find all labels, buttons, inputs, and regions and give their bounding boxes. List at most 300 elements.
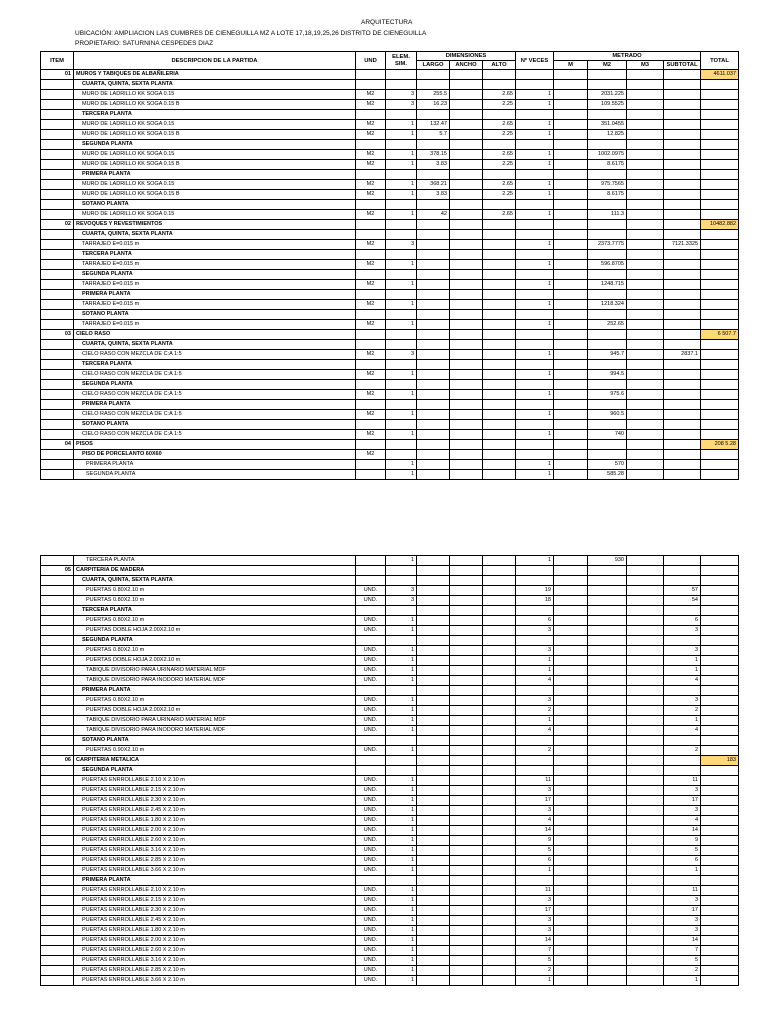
- veces-cell: 17: [516, 796, 554, 806]
- ancho-cell: [450, 190, 483, 200]
- elem-cell: 1: [386, 886, 417, 896]
- alto-cell: [483, 876, 516, 886]
- alto-cell: 2.65: [483, 180, 516, 190]
- alto-cell: [483, 250, 516, 260]
- veces-cell: 1: [516, 350, 554, 360]
- m2-cell: 111.3: [588, 210, 627, 220]
- m-cell: [554, 706, 588, 716]
- ancho-cell: [450, 400, 483, 410]
- item-cell: [41, 696, 74, 706]
- m3-cell: [627, 400, 664, 410]
- subtotal-cell: [664, 340, 701, 350]
- largo-cell: [417, 886, 450, 896]
- m2-cell: [588, 776, 627, 786]
- empty-cell: [627, 440, 664, 450]
- veces-cell: 11: [516, 886, 554, 896]
- empty-cell: [483, 330, 516, 340]
- elem-cell: [386, 736, 417, 746]
- category-title: CARPITERIA DE MADERA: [74, 566, 356, 576]
- empty-cell: [664, 566, 701, 576]
- alto-cell: 2.65: [483, 120, 516, 130]
- total-cell: [701, 420, 739, 430]
- m3-cell: [627, 846, 664, 856]
- ancho-cell: [450, 636, 483, 646]
- largo-cell: [417, 470, 450, 480]
- elem-cell: [386, 230, 417, 240]
- table-row: [41, 350, 739, 360]
- m2-cell: [588, 926, 627, 936]
- m-cell: [554, 676, 588, 686]
- section-row: [41, 450, 739, 460]
- partida-description: CIELO RASO CON MEZCLA DE C:A 1:5: [74, 390, 356, 400]
- total-cell: [701, 666, 739, 676]
- ancho-cell: [450, 180, 483, 190]
- und-cell: UND.: [356, 896, 386, 906]
- m3-cell: [627, 776, 664, 786]
- item-cell: [41, 676, 74, 686]
- und-cell: [356, 420, 386, 430]
- empty-cell: [483, 440, 516, 450]
- total-cell: [701, 190, 739, 200]
- m2-cell: [588, 696, 627, 706]
- elem-cell: [386, 270, 417, 280]
- total-cell: [701, 766, 739, 776]
- m2-cell: [588, 400, 627, 410]
- subtotal-cell: [664, 210, 701, 220]
- partida-description: CIELO RASO CON MEZCLA DE C:A 1:5: [74, 410, 356, 420]
- m-cell: [554, 150, 588, 160]
- category-total: 6 507.7: [701, 330, 739, 340]
- col-m2: M2: [588, 61, 627, 70]
- table-row: [41, 210, 739, 220]
- alto-cell: [483, 350, 516, 360]
- m3-cell: [627, 796, 664, 806]
- veces-cell: 3: [516, 696, 554, 706]
- m3-cell: [627, 370, 664, 380]
- alto-cell: [483, 410, 516, 420]
- veces-cell: 2: [516, 746, 554, 756]
- m3-cell: [627, 230, 664, 240]
- elem-cell: 1: [386, 460, 417, 470]
- item-cell: [41, 686, 74, 696]
- section-title: SOTANO PLANTA: [74, 200, 356, 210]
- subtotal-cell: [664, 130, 701, 140]
- und-cell: UND.: [356, 706, 386, 716]
- category-total: 4611.037: [701, 70, 739, 80]
- m3-cell: [627, 906, 664, 916]
- largo-cell: [417, 110, 450, 120]
- table-row: [41, 836, 739, 846]
- m-cell: [554, 766, 588, 776]
- largo-cell: 368.21: [417, 180, 450, 190]
- ancho-cell: [450, 926, 483, 936]
- total-cell: [701, 616, 739, 626]
- m2-cell: [588, 110, 627, 120]
- m2-cell: [588, 596, 627, 606]
- und-cell: [356, 310, 386, 320]
- table-row: [41, 806, 739, 816]
- total-cell: [701, 380, 739, 390]
- elem-cell: 1: [386, 826, 417, 836]
- item-cell: [41, 310, 74, 320]
- und-cell: UND.: [356, 826, 386, 836]
- m3-cell: [627, 350, 664, 360]
- m-cell: [554, 140, 588, 150]
- m3-cell: [627, 656, 664, 666]
- elem-cell: 1: [386, 896, 417, 906]
- m-cell: [554, 80, 588, 90]
- und-cell: UND.: [356, 676, 386, 686]
- largo-cell: [417, 240, 450, 250]
- ancho-cell: [450, 726, 483, 736]
- elem-cell: 1: [386, 696, 417, 706]
- m2-cell: [588, 636, 627, 646]
- table-row: [41, 856, 739, 866]
- und-cell: UND.: [356, 586, 386, 596]
- section-row: [41, 310, 739, 320]
- elem-cell: 1: [386, 666, 417, 676]
- m3-cell: [627, 110, 664, 120]
- und-cell: M2: [356, 430, 386, 440]
- m3-cell: [627, 450, 664, 460]
- table-row: [41, 896, 739, 906]
- col-dimensiones: DIMENSIONES: [417, 52, 516, 61]
- alto-cell: [483, 290, 516, 300]
- ancho-cell: [450, 806, 483, 816]
- veces-cell: 7: [516, 946, 554, 956]
- item-cell: [41, 806, 74, 816]
- subtotal-cell: 3: [664, 626, 701, 636]
- total-cell: [701, 906, 739, 916]
- subtotal-cell: [664, 290, 701, 300]
- m3-cell: [627, 916, 664, 926]
- ancho-cell: [450, 766, 483, 776]
- elem-cell: 1: [386, 390, 417, 400]
- largo-cell: [417, 726, 450, 736]
- ancho-cell: [450, 420, 483, 430]
- partida-description: PUERTAS ENRROLLABLE 3.16 X 2.10 m: [74, 956, 356, 966]
- veces-cell: 1: [516, 210, 554, 220]
- subtotal-cell: 3: [664, 806, 701, 816]
- largo-cell: [417, 716, 450, 726]
- col-m3: M3: [627, 61, 664, 70]
- m3-cell: [627, 966, 664, 976]
- m2-cell: 2031.225: [588, 90, 627, 100]
- partida-description: TARRAJEO E=0.015 m: [74, 240, 356, 250]
- m3-cell: [627, 706, 664, 716]
- m3-cell: [627, 896, 664, 906]
- elem-cell: 1: [386, 936, 417, 946]
- partida-description: TERCERA PLANTA: [74, 556, 356, 566]
- largo-cell: [417, 320, 450, 330]
- veces-cell: 1: [516, 240, 554, 250]
- section-row: [41, 380, 739, 390]
- partida-description: PUERTAS ENRROLLABLE 2.00 X 2.10 m: [74, 826, 356, 836]
- subtotal-cell: [664, 90, 701, 100]
- alto-cell: [483, 370, 516, 380]
- m-cell: [554, 290, 588, 300]
- m-cell: [554, 936, 588, 946]
- alto-cell: [483, 646, 516, 656]
- item-cell: [41, 896, 74, 906]
- subtotal-cell: 5: [664, 956, 701, 966]
- total-cell: [701, 410, 739, 420]
- und-cell: UND.: [356, 646, 386, 656]
- m3-cell: [627, 836, 664, 846]
- ancho-cell: [450, 736, 483, 746]
- m3-cell: [627, 390, 664, 400]
- largo-cell: [417, 450, 450, 460]
- alto-cell: [483, 736, 516, 746]
- table-row: [41, 726, 739, 736]
- empty-cell: [627, 330, 664, 340]
- total-cell: [701, 586, 739, 596]
- alto-cell: [483, 400, 516, 410]
- elem-cell: [386, 766, 417, 776]
- partida-description: MURO DE LADRILLO KK SOGA 0.15 B: [74, 130, 356, 140]
- document-title: ARQUITECTURA: [361, 19, 413, 26]
- section-row: [41, 400, 739, 410]
- total-cell: [701, 390, 739, 400]
- und-cell: UND.: [356, 836, 386, 846]
- section-row: [41, 140, 739, 150]
- item-cell: [41, 636, 74, 646]
- largo-cell: [417, 936, 450, 946]
- total-cell: [701, 260, 739, 270]
- table-row: [41, 180, 739, 190]
- m3-cell: [627, 716, 664, 726]
- alto-cell: 2.65: [483, 150, 516, 160]
- empty-cell: [450, 330, 483, 340]
- empty-cell: [450, 566, 483, 576]
- ancho-cell: [450, 776, 483, 786]
- subtotal-cell: 2: [664, 966, 701, 976]
- m-cell: [554, 350, 588, 360]
- m-cell: [554, 420, 588, 430]
- m-cell: [554, 636, 588, 646]
- col-subtotal: SUBTOTAL: [664, 61, 701, 70]
- table-row: [41, 390, 739, 400]
- total-cell: [701, 210, 739, 220]
- subtotal-cell: [664, 736, 701, 746]
- col-veces: Nº VECES: [516, 52, 554, 70]
- elem-cell: [386, 360, 417, 370]
- item-cell: [41, 160, 74, 170]
- partida-description: TABIQUE DIVISORIO PARA URINARIO MATERIAL MDF: [74, 666, 356, 676]
- veces-cell: 1: [516, 656, 554, 666]
- item-cell: [41, 846, 74, 856]
- und-cell: UND.: [356, 626, 386, 636]
- elem-cell: 1: [386, 806, 417, 816]
- subtotal-cell: 54: [664, 596, 701, 606]
- und-cell: [356, 200, 386, 210]
- subtotal-cell: 3: [664, 646, 701, 656]
- section-row: [41, 270, 739, 280]
- veces-cell: [516, 270, 554, 280]
- veces-cell: [516, 80, 554, 90]
- alto-cell: [483, 230, 516, 240]
- m-cell: [554, 906, 588, 916]
- partida-description: PUERTAS ENRROLLABLE 2.10 X 2.10 m: [74, 886, 356, 896]
- empty-cell: [386, 756, 417, 766]
- m-cell: [554, 280, 588, 290]
- largo-cell: [417, 310, 450, 320]
- item-cell: [41, 190, 74, 200]
- table-row: [41, 866, 739, 876]
- m2-cell: 252.65: [588, 320, 627, 330]
- largo-cell: [417, 360, 450, 370]
- elem-cell: [386, 876, 417, 886]
- m3-cell: [627, 270, 664, 280]
- elem-cell: 1: [386, 150, 417, 160]
- m2-cell: [588, 606, 627, 616]
- elem-cell: 1: [386, 866, 417, 876]
- m2-cell: [588, 846, 627, 856]
- und-cell: UND.: [356, 946, 386, 956]
- total-cell: [701, 290, 739, 300]
- und-cell: UND.: [356, 976, 386, 986]
- subtotal-cell: 2837.1: [664, 350, 701, 360]
- alto-cell: [483, 200, 516, 210]
- empty-cell: [588, 566, 627, 576]
- elem-cell: 1: [386, 916, 417, 926]
- veces-cell: 3: [516, 896, 554, 906]
- subtotal-cell: [664, 230, 701, 240]
- largo-cell: [417, 806, 450, 816]
- m-cell: [554, 856, 588, 866]
- total-cell: [701, 626, 739, 636]
- largo-cell: 378.15: [417, 150, 450, 160]
- largo-cell: [417, 140, 450, 150]
- section-row: [41, 80, 739, 90]
- ancho-cell: [450, 290, 483, 300]
- item-number: 05: [41, 566, 74, 576]
- partida-description: PUERTAS ENRROLLABLE 2.15 X 2.10 m: [74, 896, 356, 906]
- subtotal-cell: [664, 320, 701, 330]
- m-cell: [554, 686, 588, 696]
- section-title: SEGUNDA PLANTA: [74, 636, 356, 646]
- subtotal-cell: 11: [664, 776, 701, 786]
- m-cell: [554, 360, 588, 370]
- m2-cell: 1002.0975: [588, 150, 627, 160]
- item-cell: [41, 400, 74, 410]
- empty-cell: [356, 220, 386, 230]
- item-cell: [41, 380, 74, 390]
- m2-cell: [588, 726, 627, 736]
- item-number: 03: [41, 330, 74, 340]
- alto-cell: [483, 80, 516, 90]
- ancho-cell: [450, 360, 483, 370]
- elem-cell: [386, 110, 417, 120]
- table-row: [41, 100, 739, 110]
- m2-cell: [588, 230, 627, 240]
- empty-cell: [386, 566, 417, 576]
- empty-cell: [516, 220, 554, 230]
- elem-cell: [386, 576, 417, 586]
- section-title: PRIMERA PLANTA: [74, 400, 356, 410]
- section-title: SEGUNDA PLANTA: [74, 270, 356, 280]
- ancho-cell: [450, 250, 483, 260]
- m-cell: [554, 430, 588, 440]
- elem-cell: [386, 290, 417, 300]
- section-title: SEGUNDA PLANTA: [74, 766, 356, 776]
- ancho-cell: [450, 90, 483, 100]
- m2-cell: [588, 380, 627, 390]
- partida-description: PUERTAS DOBLE HOJA 2.00X2.10 m: [74, 706, 356, 716]
- m3-cell: [627, 290, 664, 300]
- partida-description: PUERTAS ENRROLLABLE 3.16 X 2.10 m: [74, 846, 356, 856]
- largo-cell: [417, 596, 450, 606]
- elem-cell: 1: [386, 626, 417, 636]
- section-row: [41, 340, 739, 350]
- partida-description: TARRAJEO E=0.015 m: [74, 260, 356, 270]
- m3-cell: [627, 190, 664, 200]
- item-cell: [41, 450, 74, 460]
- item-cell: [41, 390, 74, 400]
- subtotal-cell: [664, 180, 701, 190]
- m-cell: [554, 786, 588, 796]
- largo-cell: [417, 200, 450, 210]
- total-cell: [701, 596, 739, 606]
- item-cell: [41, 866, 74, 876]
- alto-cell: [483, 936, 516, 946]
- veces-cell: [516, 380, 554, 390]
- elem-cell: 1: [386, 160, 417, 170]
- subtotal-cell: [664, 370, 701, 380]
- elem-cell: [386, 340, 417, 350]
- table-row: [41, 786, 739, 796]
- elem-cell: 1: [386, 180, 417, 190]
- m2-cell: [588, 956, 627, 966]
- section-row: [41, 686, 739, 696]
- table-row: [41, 616, 739, 626]
- m3-cell: [627, 240, 664, 250]
- m-cell: [554, 100, 588, 110]
- veces-cell: [516, 420, 554, 430]
- m-cell: [554, 606, 588, 616]
- largo-cell: [417, 626, 450, 636]
- table-row: [41, 926, 739, 936]
- table-row: [41, 190, 739, 200]
- empty-cell: [356, 566, 386, 576]
- section-row: [41, 360, 739, 370]
- m-cell: [554, 390, 588, 400]
- m2-cell: 1218.324: [588, 300, 627, 310]
- partida-description: CIELO RASO CON MEZCLA DE C:A 1:5: [74, 370, 356, 380]
- veces-cell: 1: [516, 470, 554, 480]
- und-cell: [356, 340, 386, 350]
- veces-cell: 1: [516, 280, 554, 290]
- total-cell: [701, 916, 739, 926]
- section-title: SEGUNDA PLANTA: [74, 140, 356, 150]
- m-cell: [554, 270, 588, 280]
- largo-cell: [417, 380, 450, 390]
- total-cell: [701, 866, 739, 876]
- ancho-cell: [450, 626, 483, 636]
- table-row: [41, 666, 739, 676]
- ancho-cell: [450, 716, 483, 726]
- largo-cell: [417, 786, 450, 796]
- alto-cell: [483, 776, 516, 786]
- m2-cell: 570: [588, 460, 627, 470]
- und-cell: M2: [356, 90, 386, 100]
- table-row: [41, 826, 739, 836]
- subtotal-cell: 1: [664, 716, 701, 726]
- subtotal-cell: 1: [664, 866, 701, 876]
- m2-cell: 1248.715: [588, 280, 627, 290]
- m3-cell: [627, 90, 664, 100]
- item-cell: [41, 100, 74, 110]
